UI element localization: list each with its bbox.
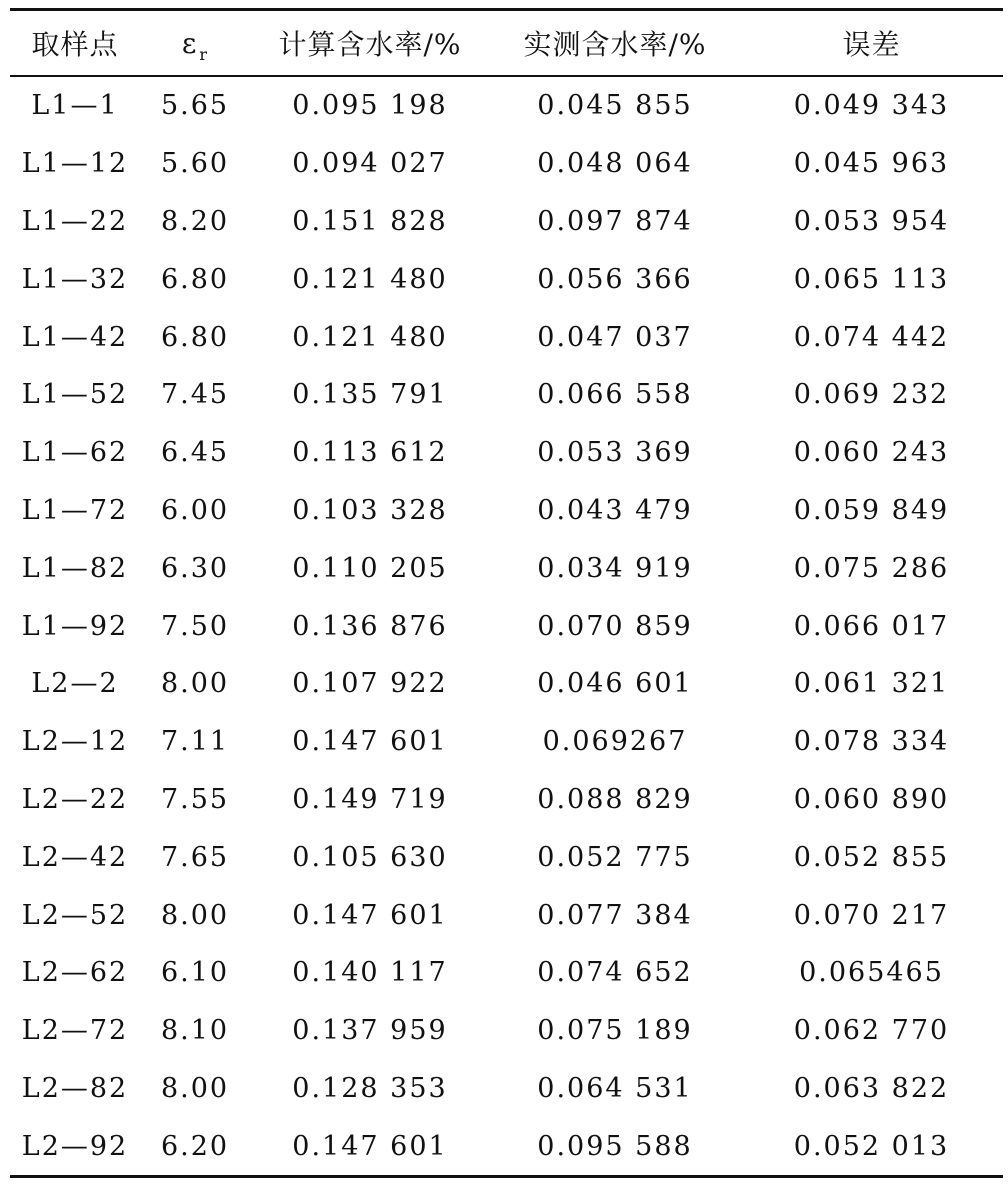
cell-measured-moisture: 0.064 531 xyxy=(537,1072,693,1104)
table-row xyxy=(10,424,1003,482)
cell-measured-moisture: 0.069267 xyxy=(542,726,688,758)
table-row xyxy=(10,76,1003,135)
cell-measured-moisture: 0.075 189 xyxy=(537,1015,693,1047)
cell-sample-point: L1—12 xyxy=(21,148,129,180)
cell-permittivity: 8.10 xyxy=(160,1015,230,1047)
cell-sample-point: L1—92 xyxy=(21,610,129,642)
cell-measured-moisture: 0.048 064 xyxy=(537,148,693,180)
cell-error: 0.065 113 xyxy=(793,263,950,295)
cell-sample-point: L1—82 xyxy=(21,552,129,584)
cell-calculated-moisture: 0.147 601 xyxy=(292,1130,448,1162)
table-row xyxy=(10,655,1003,713)
moisture-table-container xyxy=(10,8,1003,1178)
cell-measured-moisture: 0.034 919 xyxy=(537,552,693,584)
header-row xyxy=(10,10,1003,77)
header-permittivity xyxy=(140,10,250,77)
cell-measured-moisture: 0.074 652 xyxy=(537,957,693,989)
cell-measured-moisture: 0.095 588 xyxy=(537,1130,693,1162)
cell-error: 0.052 013 xyxy=(793,1130,950,1162)
cell-measured-moisture: 0.046 601 xyxy=(537,668,693,700)
cell-measured-moisture: 0.053 369 xyxy=(537,437,693,469)
cell-calculated-moisture: 0.140 117 xyxy=(292,957,448,989)
cell-calculated-moisture: 0.121 480 xyxy=(292,263,448,295)
cell-permittivity: 5.65 xyxy=(160,90,230,122)
cell-permittivity: 7.11 xyxy=(160,726,230,758)
table-row xyxy=(10,1002,1003,1060)
cell-sample-point: L2—42 xyxy=(21,841,129,873)
table-row xyxy=(10,1060,1003,1118)
cell-error: 0.060 243 xyxy=(793,437,950,469)
cell-calculated-moisture: 0.105 630 xyxy=(292,841,448,873)
cell-calculated-moisture: 0.135 791 xyxy=(292,379,448,411)
cell-error: 0.052 855 xyxy=(793,841,950,873)
cell-measured-moisture: 0.097 874 xyxy=(537,205,693,237)
cell-measured-moisture: 0.056 366 xyxy=(537,263,693,295)
table-header xyxy=(10,10,1003,77)
cell-error: 0.060 890 xyxy=(793,783,950,815)
cell-error: 0.074 442 xyxy=(793,321,950,353)
cell-sample-point: L1—22 xyxy=(21,205,129,237)
cell-measured-moisture: 0.088 829 xyxy=(537,783,693,815)
cell-error: 0.075 286 xyxy=(793,552,950,584)
cell-sample-point: L2—2 xyxy=(31,668,119,700)
table-row xyxy=(10,771,1003,829)
cell-sample-point: L1—72 xyxy=(21,494,129,526)
cell-calculated-moisture: 0.094 027 xyxy=(292,148,448,180)
cell-sample-point: L2—52 xyxy=(21,899,129,931)
cell-calculated-moisture: 0.113 612 xyxy=(292,437,448,469)
cell-sample-point: L2—82 xyxy=(21,1072,129,1104)
cell-sample-point: L2—72 xyxy=(21,1015,129,1047)
header-error: 误差 xyxy=(842,28,901,61)
table-row xyxy=(10,250,1003,308)
cell-permittivity: 6.30 xyxy=(160,552,230,584)
table-row xyxy=(10,366,1003,424)
cell-error: 0.078 334 xyxy=(793,726,950,758)
cell-permittivity: 8.20 xyxy=(160,205,230,237)
header-permittivity-subscript: r xyxy=(199,44,209,64)
cell-measured-moisture: 0.043 479 xyxy=(537,494,693,526)
cell-calculated-moisture: 0.136 876 xyxy=(292,610,448,642)
cell-permittivity: 8.00 xyxy=(160,668,230,700)
cell-error: 0.069 232 xyxy=(793,379,950,411)
cell-calculated-moisture: 0.121 480 xyxy=(292,321,448,353)
cell-error: 0.059 849 xyxy=(793,494,950,526)
cell-sample-point: L1—62 xyxy=(21,437,129,469)
moisture-comparison-table xyxy=(10,8,1003,1178)
cell-error: 0.053 954 xyxy=(793,205,950,237)
cell-error: 0.045 963 xyxy=(793,148,950,180)
cell-error: 0.061 321 xyxy=(793,668,950,700)
cell-permittivity: 7.45 xyxy=(160,379,230,411)
cell-measured-moisture: 0.066 558 xyxy=(537,379,693,411)
cell-permittivity: 6.80 xyxy=(160,263,230,295)
cell-calculated-moisture: 0.149 719 xyxy=(292,783,448,815)
cell-calculated-moisture: 0.137 959 xyxy=(292,1015,448,1047)
header-permittivity-symbol: ε xyxy=(181,26,198,60)
cell-sample-point: L2—22 xyxy=(21,783,129,815)
cell-error: 0.070 217 xyxy=(793,899,950,931)
table-row xyxy=(10,597,1003,655)
cell-sample-point: L2—12 xyxy=(21,726,129,758)
table-row xyxy=(10,135,1003,193)
cell-permittivity: 6.20 xyxy=(160,1130,230,1162)
header-sample-point: 取样点 xyxy=(31,28,119,61)
cell-error: 0.062 770 xyxy=(793,1015,950,1047)
cell-calculated-moisture: 0.095 198 xyxy=(292,90,448,122)
cell-sample-point: L1—32 xyxy=(21,263,129,295)
table-row xyxy=(10,713,1003,771)
cell-error: 0.049 343 xyxy=(793,90,950,122)
cell-measured-moisture: 0.077 384 xyxy=(537,899,693,931)
cell-error: 0.065465 xyxy=(799,957,944,989)
cell-measured-moisture: 0.052 775 xyxy=(537,841,693,873)
cell-permittivity: 6.80 xyxy=(160,321,230,353)
cell-calculated-moisture: 0.103 328 xyxy=(292,494,448,526)
cell-calculated-moisture: 0.128 353 xyxy=(292,1072,448,1104)
cell-calculated-moisture: 0.147 601 xyxy=(292,726,448,758)
cell-calculated-moisture: 0.147 601 xyxy=(292,899,448,931)
cell-sample-point: L1—1 xyxy=(31,90,119,122)
header-measured-moisture: 实测含水率/% xyxy=(523,28,707,61)
table-row xyxy=(10,886,1003,944)
cell-measured-moisture: 0.045 855 xyxy=(537,90,693,122)
table-body xyxy=(10,76,1003,1177)
cell-error: 0.063 822 xyxy=(793,1072,950,1104)
cell-calculated-moisture: 0.151 828 xyxy=(292,205,448,237)
cell-permittivity: 6.45 xyxy=(160,437,230,469)
cell-measured-moisture: 0.070 859 xyxy=(537,610,693,642)
cell-calculated-moisture: 0.110 205 xyxy=(292,552,448,584)
cell-calculated-moisture: 0.107 922 xyxy=(292,668,448,700)
cell-sample-point: L1—42 xyxy=(21,321,129,353)
cell-permittivity: 7.55 xyxy=(160,783,230,815)
table-row xyxy=(10,944,1003,1002)
cell-permittivity: 8.00 xyxy=(160,899,230,931)
cell-sample-point: L2—92 xyxy=(21,1130,129,1162)
cell-permittivity: 6.10 xyxy=(160,957,230,989)
table-row xyxy=(10,539,1003,597)
header-calculated-moisture: 计算含水率/% xyxy=(278,28,462,61)
table-row xyxy=(10,308,1003,366)
cell-permittivity: 6.00 xyxy=(160,494,230,526)
cell-permittivity: 8.00 xyxy=(160,1072,230,1104)
table-row xyxy=(10,193,1003,251)
table-row xyxy=(10,1117,1003,1176)
cell-sample-point: L1—52 xyxy=(21,379,129,411)
cell-sample-point: L2—62 xyxy=(21,957,129,989)
cell-measured-moisture: 0.047 037 xyxy=(537,321,693,353)
cell-error: 0.066 017 xyxy=(793,610,950,642)
table-row xyxy=(10,828,1003,886)
cell-permittivity: 7.50 xyxy=(160,610,230,642)
cell-permittivity: 5.60 xyxy=(160,148,230,180)
cell-permittivity: 7.65 xyxy=(160,841,230,873)
table-row xyxy=(10,482,1003,540)
